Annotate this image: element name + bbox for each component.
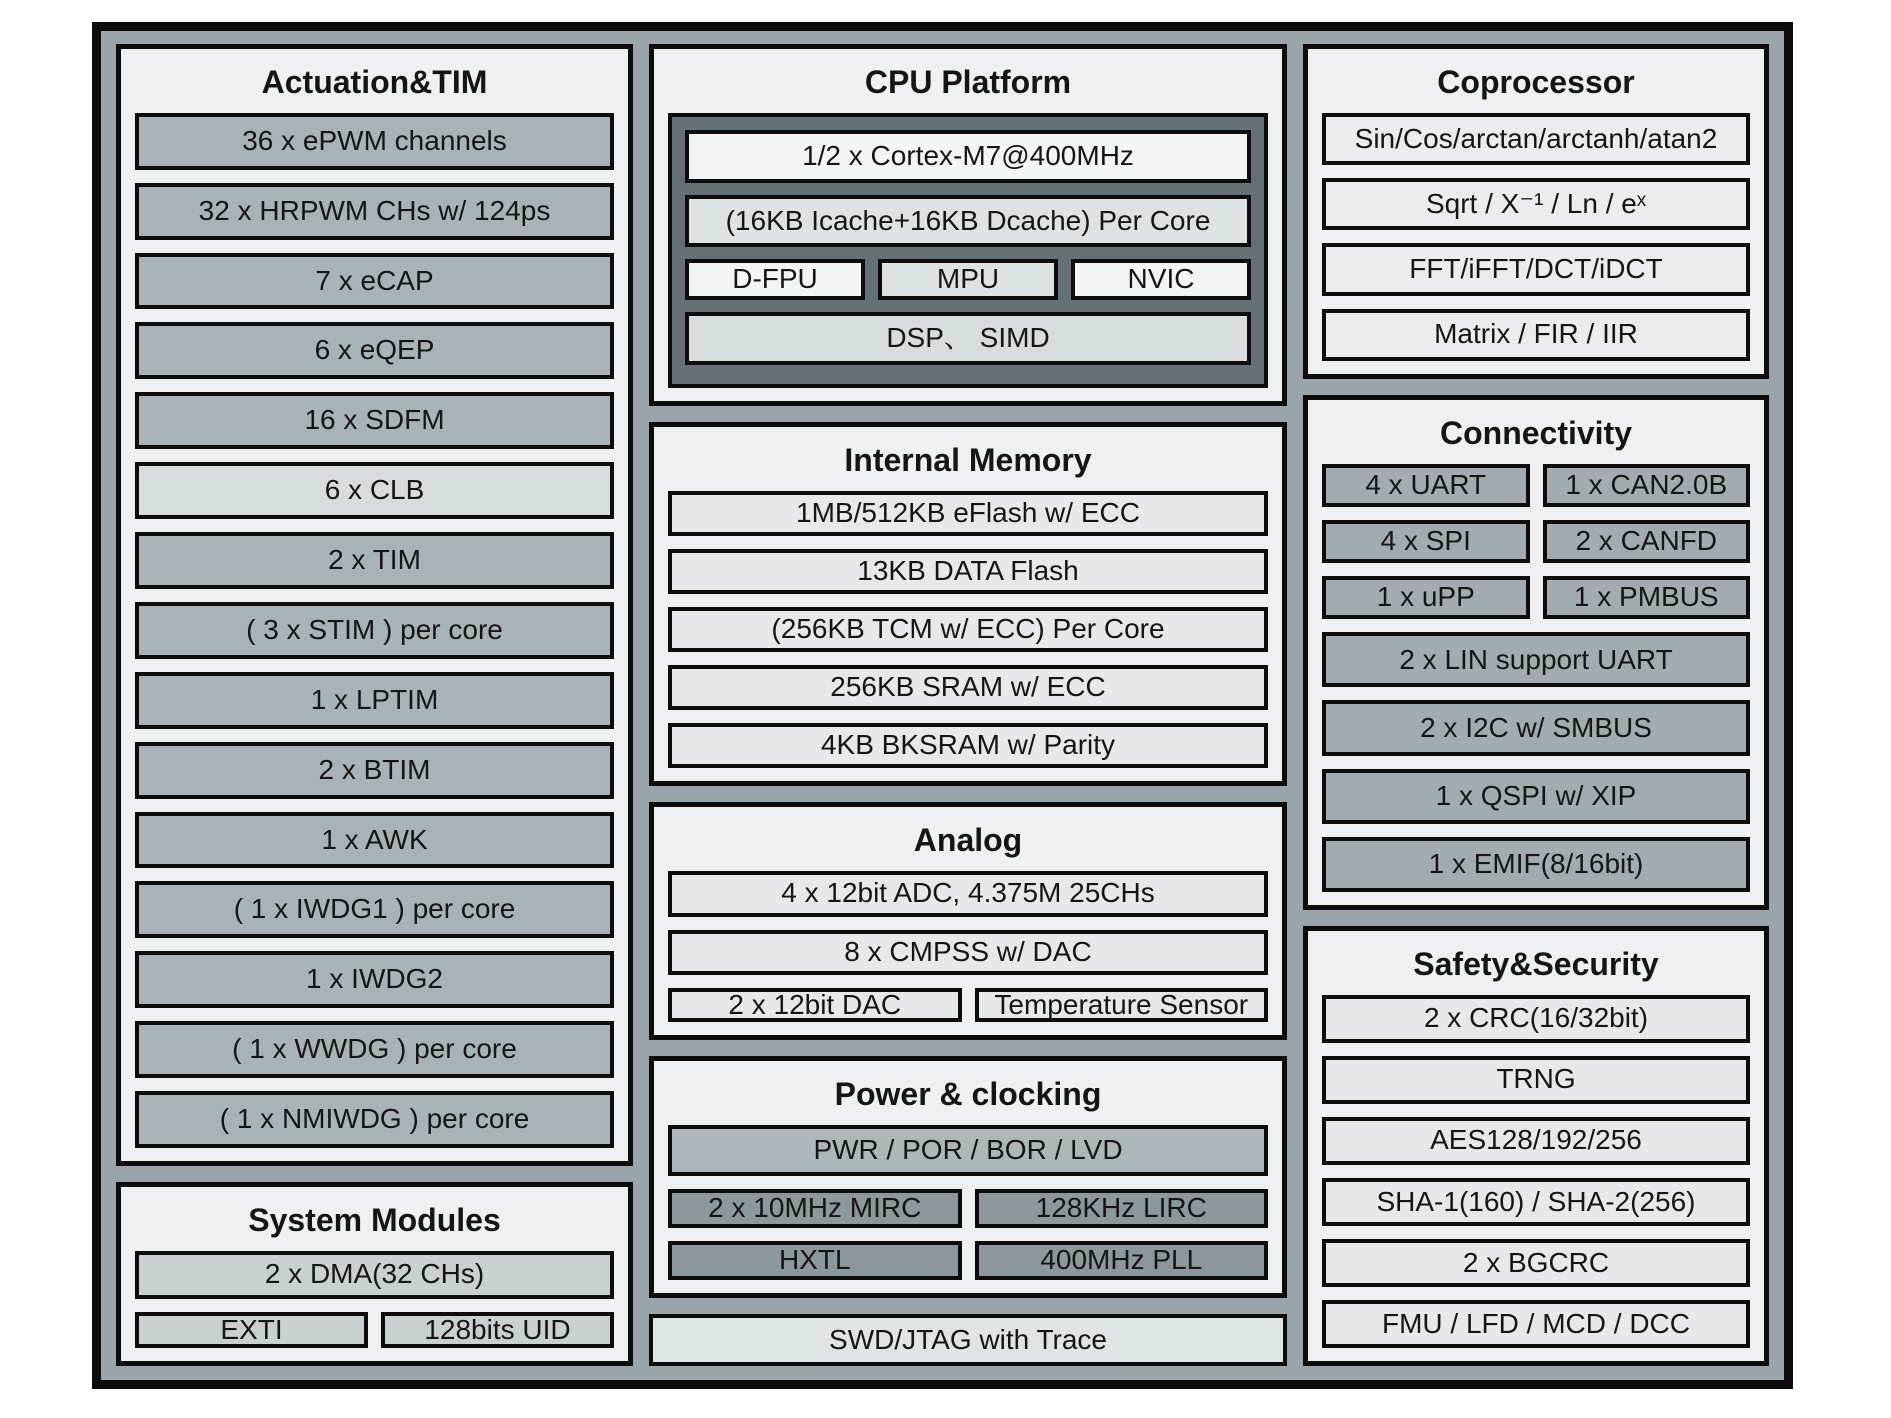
- panel-cpu-platform: [649, 44, 1287, 406]
- block-cache-per-core: (16KB Icache+16KB Dcache) Per Core: [685, 195, 1251, 248]
- block-dsp-simd: DSP、 SIMD: [685, 312, 1251, 365]
- column-right: [1303, 44, 1769, 1366]
- cpu-core-container: [668, 113, 1268, 388]
- columns: [116, 44, 1769, 1366]
- block-lin-uart: 2 x LIN support UART: [1322, 632, 1750, 687]
- block-lptim: 1 x LPTIM: [135, 672, 614, 729]
- block-pmbus: 1 x PMBUS: [1543, 576, 1751, 619]
- panel-analog: [649, 802, 1287, 1040]
- column-middle: [649, 44, 1287, 1366]
- panel-title-actuation-tim: Actuation&TIM: [261, 64, 488, 100]
- system-modules-pair-row: [135, 1312, 614, 1348]
- block-uart: 4 x UART: [1322, 464, 1530, 507]
- connectivity-rows: [1322, 464, 1750, 892]
- block-fft-dct: FFT/iFFT/DCT/iDCT: [1322, 243, 1750, 295]
- panel-title-analog: Analog: [913, 822, 1023, 858]
- actuation-rows: [135, 113, 614, 1148]
- block-crc: 2 x CRC(16/32bit): [1322, 995, 1750, 1043]
- block-swd-jtag: SWD/JTAG with Trace: [649, 1314, 1287, 1366]
- coprocessor-rows: [1322, 113, 1750, 361]
- block-bgcrc: 2 x BGCRC: [1322, 1239, 1750, 1287]
- block-clb: 6 x CLB: [135, 462, 614, 519]
- block-hxtl: HXTL: [668, 1241, 962, 1280]
- block-dma: 2 x DMA(32 CHs): [135, 1251, 614, 1299]
- block-awk: 1 x AWK: [135, 812, 614, 869]
- safety-rows: [1322, 995, 1750, 1348]
- block-nmiwdg-per-core: ( 1 x NMIWDG ) per core: [135, 1091, 614, 1148]
- block-ecap: 7 x eCAP: [135, 253, 614, 310]
- block-uid: 128bits UID: [381, 1312, 614, 1348]
- block-epwm-channels: 36 x ePWM channels: [135, 113, 614, 170]
- block-lirc: 128KHz LIRC: [975, 1189, 1269, 1228]
- block-cortex-m7: 1/2 x Cortex-M7@400MHz: [685, 130, 1251, 183]
- block-sdfm: 16 x SDFM: [135, 392, 614, 449]
- block-iwdg2: 1 x IWDG2: [135, 951, 614, 1008]
- block-stim-per-core: ( 3 x STIM ) per core: [135, 602, 614, 659]
- block-trng: TRNG: [1322, 1056, 1750, 1104]
- connectivity-pair-row-1: [1322, 464, 1750, 507]
- block-adc: 4 x 12bit ADC, 4.375M 25CHs: [668, 871, 1268, 917]
- block-upp: 1 x uPP: [1322, 576, 1530, 619]
- connectivity-pair-row-2: [1322, 520, 1750, 563]
- block-matrix-fir-iir: Matrix / FIR / IIR: [1322, 309, 1750, 361]
- internal-memory-rows: [668, 491, 1268, 768]
- power-clock-row-2: [668, 1241, 1268, 1280]
- block-fmu-lfd-mcd-dcc: FMU / LFD / MCD / DCC: [1322, 1300, 1750, 1348]
- block-i2c-smbus: 2 x I2C w/ SMBUS: [1322, 700, 1750, 755]
- panel-actuation-tim: [116, 44, 633, 1166]
- block-qspi-xip: 1 x QSPI w/ XIP: [1322, 769, 1750, 824]
- block-wwdg-per-core: ( 1 x WWDG ) per core: [135, 1021, 614, 1078]
- panel-title-power-clocking: Power & clocking: [834, 1076, 1102, 1112]
- chip-frame: [92, 22, 1793, 1389]
- block-eqep: 6 x eQEP: [135, 322, 614, 379]
- block-can20b: 1 x CAN2.0B: [1543, 464, 1751, 507]
- panel-power-clocking: [649, 1056, 1287, 1298]
- block-tim: 2 x TIM: [135, 532, 614, 589]
- panel-title-coprocessor: Coprocessor: [1437, 64, 1635, 100]
- panel-connectivity: [1303, 395, 1769, 910]
- analog-pair-row: [668, 988, 1268, 1022]
- panel-internal-memory: [649, 422, 1287, 786]
- block-tcm: (256KB TCM w/ ECC) Per Core: [668, 607, 1268, 652]
- block-mirc: 2 x 10MHz MIRC: [668, 1189, 962, 1228]
- block-nvic: NVIC: [1071, 259, 1251, 300]
- block-exti: EXTI: [135, 1312, 368, 1348]
- block-iwdg1-per-core: ( 1 x IWDG1 ) per core: [135, 881, 614, 938]
- block-eflash: 1MB/512KB eFlash w/ ECC: [668, 491, 1268, 536]
- power-clock-row-1: [668, 1189, 1268, 1228]
- panel-title-safety-security: Safety&Security: [1413, 946, 1659, 982]
- block-dac: 2 x 12bit DAC: [668, 988, 962, 1022]
- block-pwr-por-bor-lvd: PWR / POR / BOR / LVD: [668, 1125, 1268, 1176]
- panel-title-system-modules: System Modules: [248, 1202, 501, 1238]
- block-dfpu: D-FPU: [685, 259, 865, 300]
- block-spi: 4 x SPI: [1322, 520, 1530, 563]
- block-sha: SHA-1(160) / SHA-2(256): [1322, 1178, 1750, 1226]
- connectivity-pair-row-3: [1322, 576, 1750, 619]
- block-canfd: 2 x CANFD: [1543, 520, 1751, 563]
- block-btim: 2 x BTIM: [135, 742, 614, 799]
- panel-safety-security: [1303, 926, 1769, 1366]
- block-pll: 400MHz PLL: [975, 1241, 1269, 1280]
- system-modules-rows: [135, 1251, 614, 1348]
- panel-system-modules: [116, 1182, 633, 1366]
- panel-title-connectivity: Connectivity: [1439, 415, 1633, 451]
- block-aes: AES128/192/256: [1322, 1117, 1750, 1165]
- cpu-units-row: [685, 259, 1251, 300]
- block-emif: 1 x EMIF(8/16bit): [1322, 837, 1750, 892]
- power-rows: [668, 1125, 1268, 1280]
- panel-title-cpu-platform: CPU Platform: [864, 64, 1072, 100]
- block-trig-functions: Sin/Cos/arctan/arctanh/atan2: [1322, 113, 1750, 165]
- analog-rows: [668, 871, 1268, 1022]
- block-sram: 256KB SRAM w/ ECC: [668, 665, 1268, 710]
- block-sqrt-ln-exp: Sqrt / X⁻¹ / Ln / eˣ: [1322, 178, 1750, 230]
- block-cmpss: 8 x CMPSS w/ DAC: [668, 930, 1268, 976]
- block-hrpwm: 32 x HRPWM CHs w/ 124ps: [135, 183, 614, 240]
- column-left: [116, 44, 633, 1366]
- panel-coprocessor: [1303, 44, 1769, 379]
- block-mpu: MPU: [878, 259, 1058, 300]
- block-temperature-sensor: Temperature Sensor: [975, 988, 1269, 1022]
- panel-title-internal-memory: Internal Memory: [844, 442, 1092, 478]
- block-bksram: 4KB BKSRAM w/ Parity: [668, 723, 1268, 768]
- block-data-flash: 13KB DATA Flash: [668, 549, 1268, 594]
